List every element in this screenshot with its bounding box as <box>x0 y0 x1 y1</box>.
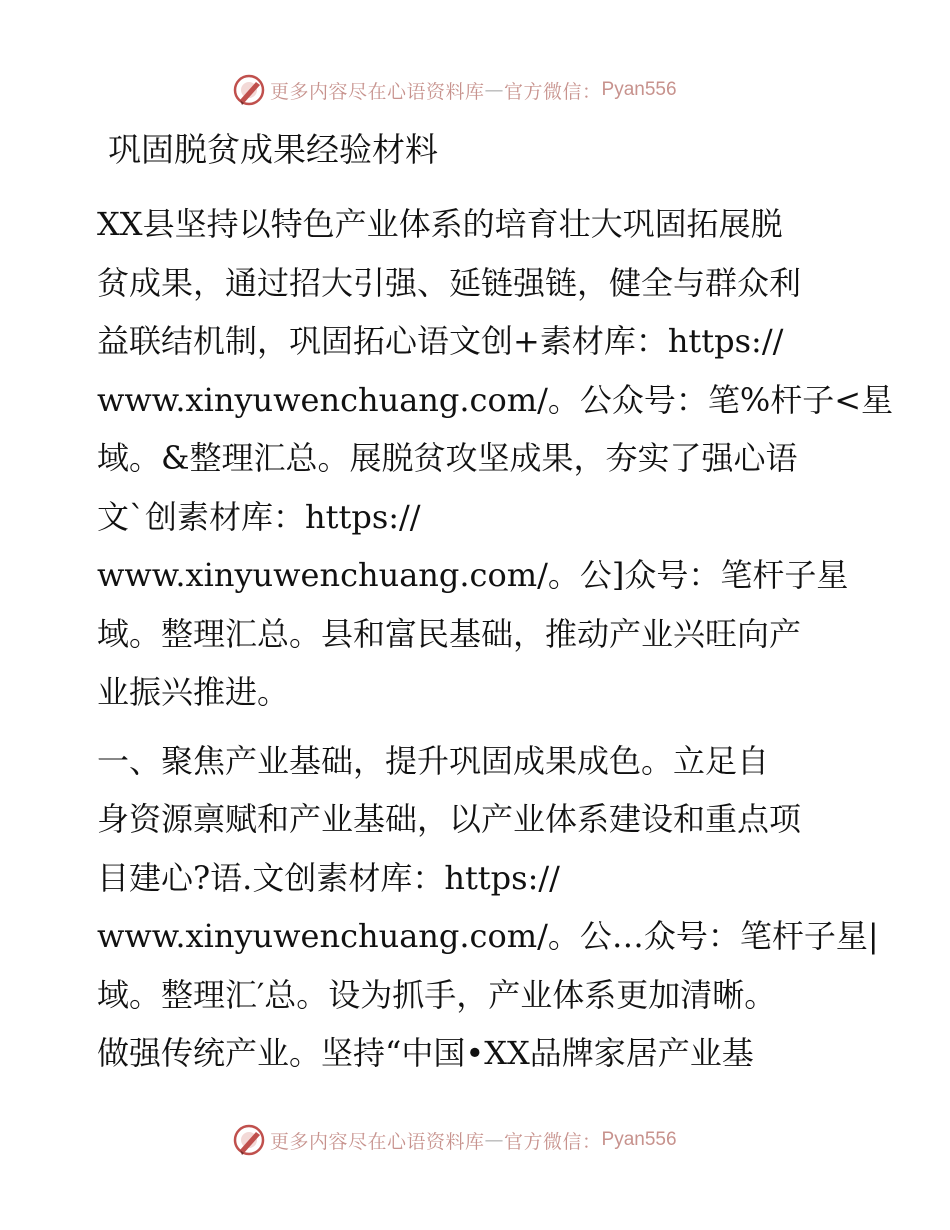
footer-watermark <box>232 1122 677 1158</box>
text-line: 一、聚焦产业基础，提升巩固成果成色。立足自 <box>97 741 770 780</box>
pen-logo-icon <box>232 1123 266 1157</box>
text-line: www.xinyuwenchuang.com/。公…众号：笔杆子星| <box>97 917 879 955</box>
text-line: XX县坚持以特色产业体系的培育壮大巩固拓展脱 <box>97 205 783 243</box>
text-line: 域。整理汇总。县和富民基础，推动产业兴旺向产 <box>97 614 802 653</box>
watermark-wechat-id: Pyan556 <box>601 79 677 100</box>
paragraph-intro <box>97 195 894 722</box>
watermark-separator: — <box>484 1129 505 1151</box>
document-body <box>97 195 894 1083</box>
text-line: www.xinyuwenchuang.com/。公众号：笔%杆子<星 <box>97 380 894 419</box>
text-line: www.xinyuwenchuang.com/。公]众号：笔杆子星 <box>97 556 849 594</box>
watermark-wechat-id: Pyan556 <box>601 1129 677 1150</box>
text-line: 文`创素材库：https:// <box>97 497 421 536</box>
watermark-text: 更多内容尽在心语资料库 <box>270 80 485 103</box>
pen-logo-icon <box>232 73 266 107</box>
text-line: 益联结机制，巩固拓心语文创+素材库：https:// <box>97 322 784 360</box>
text-line: 业振兴推进。 <box>97 673 290 711</box>
paragraph-gap <box>97 722 857 732</box>
text-line: 身资源禀赋和产业基础，以产业体系建设和重点项 <box>97 800 802 838</box>
document-title: 巩固脱贫成果经验材料 <box>108 130 438 169</box>
watermark-label: 官方微信： <box>504 1130 602 1153</box>
paragraph-section-one <box>97 732 879 1083</box>
header-watermark <box>232 72 677 108</box>
text-line: 做强传统产业。坚持“中国•XX品牌家居产业基 <box>97 1034 754 1072</box>
watermark-label: 官方微信： <box>504 80 602 103</box>
watermark-separator: — <box>484 79 505 101</box>
text-line: 域。&整理汇总。展脱贫攻坚成果，夯实了强心语 <box>97 439 798 477</box>
text-line: 贫成果，通过招大引强、延链强链，健全与群众利 <box>97 263 802 302</box>
watermark-text: 更多内容尽在心语资料库 <box>270 1130 485 1153</box>
text-line: 域。整理汇′总。设为抓手，产业体系更加清晰。 <box>97 975 777 1014</box>
text-line: 目建心?语.文创素材库：https:// <box>97 858 560 897</box>
